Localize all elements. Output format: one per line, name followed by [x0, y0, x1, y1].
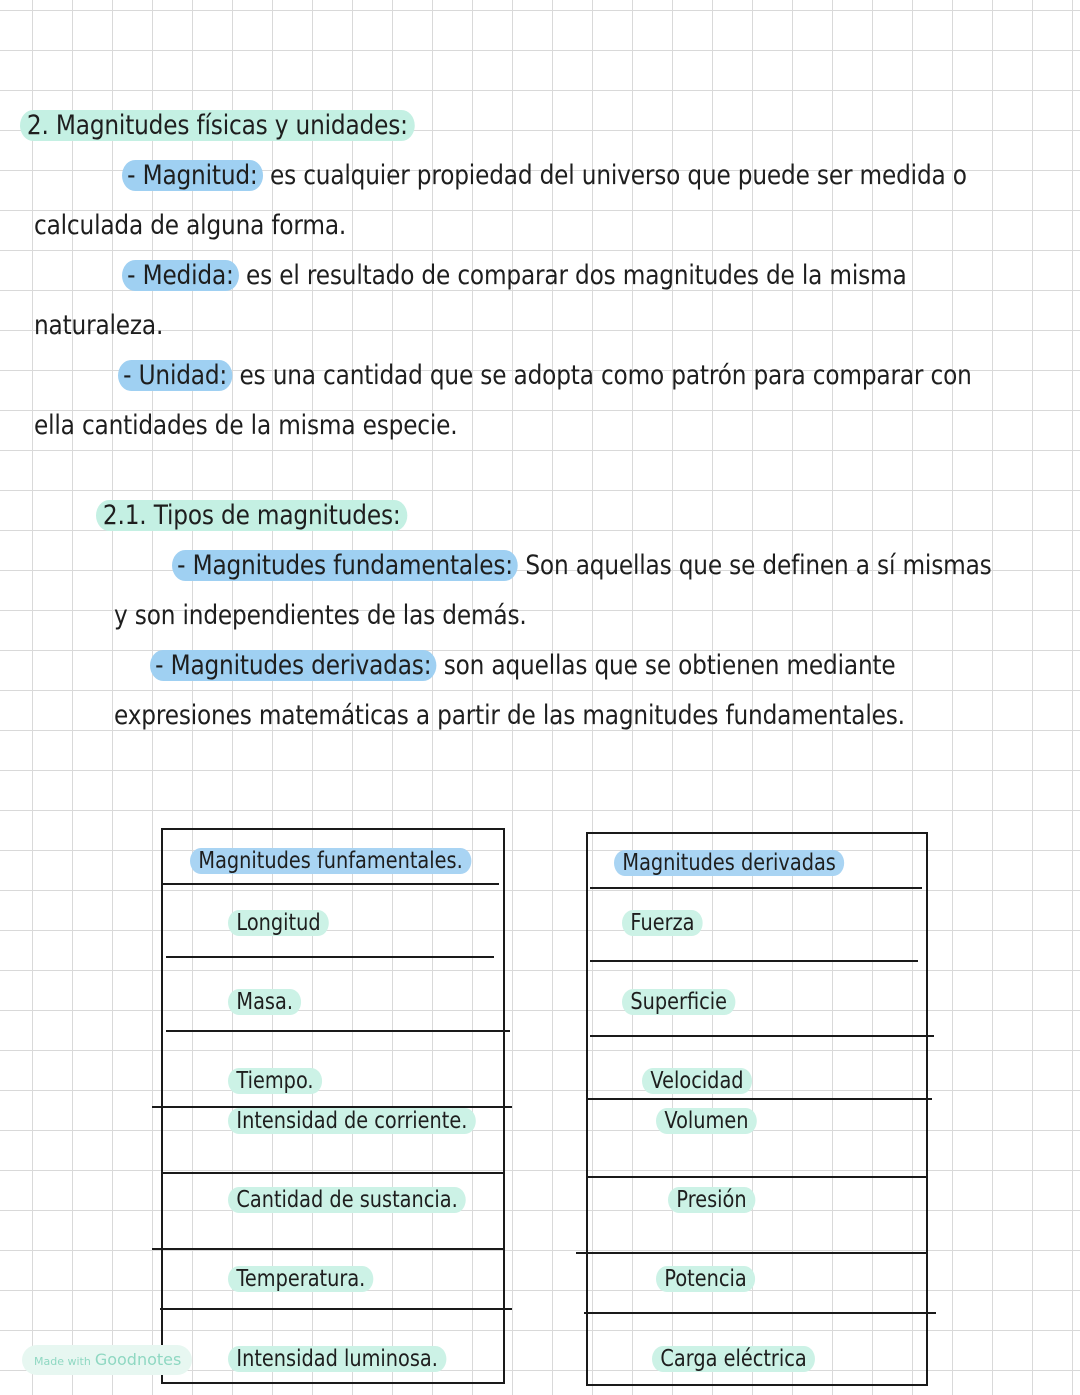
list-item: Cantidad de sustancia.: [228, 1187, 466, 1213]
magnitud-line-2: calculada de alguna forma.: [34, 210, 347, 241]
list-item: Carga eléctrica: [652, 1346, 815, 1372]
table-divider: [163, 1172, 503, 1174]
list-item: Presión: [668, 1187, 755, 1213]
table-divider: [590, 960, 918, 962]
table-divider: [588, 1098, 932, 1100]
table-row: [228, 1066, 322, 1096]
table-row: [622, 987, 735, 1017]
table-row: [622, 908, 703, 938]
magnitud-text-1: es cualquier propiedad del universo que puede ser medida o: [269, 160, 967, 191]
magnitud-line-1: [122, 156, 967, 196]
medida-text-1: es el resultado de comparar dos magnitudes de la misma: [246, 260, 907, 291]
deriv-line-2: expresiones matemáticas a partir de las magnitudes fundamentales.: [114, 700, 905, 731]
unidad-line-1: [118, 356, 972, 396]
unidad-term: - Unidad:: [118, 360, 232, 391]
table-row: [228, 987, 301, 1017]
deriv-term: - Magnitudes derivadas:: [150, 650, 437, 681]
watermark-brand: Goodnotes: [94, 1350, 182, 1369]
unidad-text-1: es una cantidad que se adopta como patrón para comparar con: [239, 360, 972, 391]
subsection-title: [96, 496, 407, 536]
table-row: [228, 908, 329, 938]
medida-line-1: [122, 256, 907, 296]
list-item: Intensidad de corriente.: [228, 1108, 476, 1134]
table-row: [652, 1344, 815, 1374]
list-item: Velocidad: [642, 1068, 752, 1094]
table-row: [228, 1106, 476, 1136]
list-item: Potencia: [656, 1266, 755, 1292]
table-divider: [590, 887, 922, 889]
table-divider: [166, 956, 494, 958]
table-row: [642, 1066, 752, 1096]
unidad-line-2: ella cantidades de la misma especie.: [34, 410, 458, 441]
section-title-text: 2. Magnitudes físicas y unidades:: [20, 110, 415, 141]
section-title: [20, 106, 415, 146]
table-row: [656, 1106, 757, 1136]
table-divider: [163, 883, 499, 885]
magnitud-term: - Magnitud:: [122, 160, 263, 191]
table-divider: [160, 1308, 512, 1310]
table-row: [668, 1185, 755, 1215]
table-row: [228, 1264, 374, 1294]
list-item: Longitud: [228, 910, 329, 936]
list-item: Fuerza: [622, 910, 703, 936]
fund-text-1: Son aquellas que se definen a sí mismas: [525, 550, 992, 581]
table-divider: [590, 1035, 934, 1037]
fund-term: - Magnitudes fundamentales:: [172, 550, 518, 581]
list-item: Tiempo.: [228, 1068, 322, 1094]
table-divider: [584, 1312, 936, 1314]
table-derived-header: [614, 848, 844, 878]
list-item: Intensidad luminosa.: [228, 1346, 446, 1372]
table-fundamental-header: [190, 846, 471, 876]
table-divider: [588, 1176, 928, 1178]
table-fundamental-header-text: Magnitudes funfamentales.: [190, 848, 471, 874]
list-item: Temperatura.: [228, 1266, 374, 1292]
fund-line-2: y son independientes de las demás.: [114, 600, 527, 631]
fund-line-1: [172, 546, 992, 586]
subsection-title-text: 2.1. Tipos de magnitudes:: [96, 500, 407, 531]
table-row: [656, 1264, 755, 1294]
table-divider: [576, 1252, 928, 1254]
table-divider: [166, 1030, 510, 1032]
table-derived-header-text: Magnitudes derivadas: [614, 850, 844, 876]
list-item: Masa.: [228, 989, 301, 1015]
medida-line-2: naturaleza.: [34, 310, 164, 341]
table-row: [228, 1344, 446, 1374]
list-item: Volumen: [656, 1108, 757, 1134]
deriv-line-1: [150, 646, 896, 686]
deriv-text-1: son aquellas que se obtienen mediante: [443, 650, 896, 681]
medida-term: - Medida:: [122, 260, 239, 291]
goodnotes-watermark: [22, 1345, 192, 1375]
watermark-made-with: Made with: [34, 1355, 91, 1368]
list-item: Superficie: [622, 989, 735, 1015]
table-divider: [152, 1248, 504, 1250]
table-row: [228, 1185, 466, 1215]
